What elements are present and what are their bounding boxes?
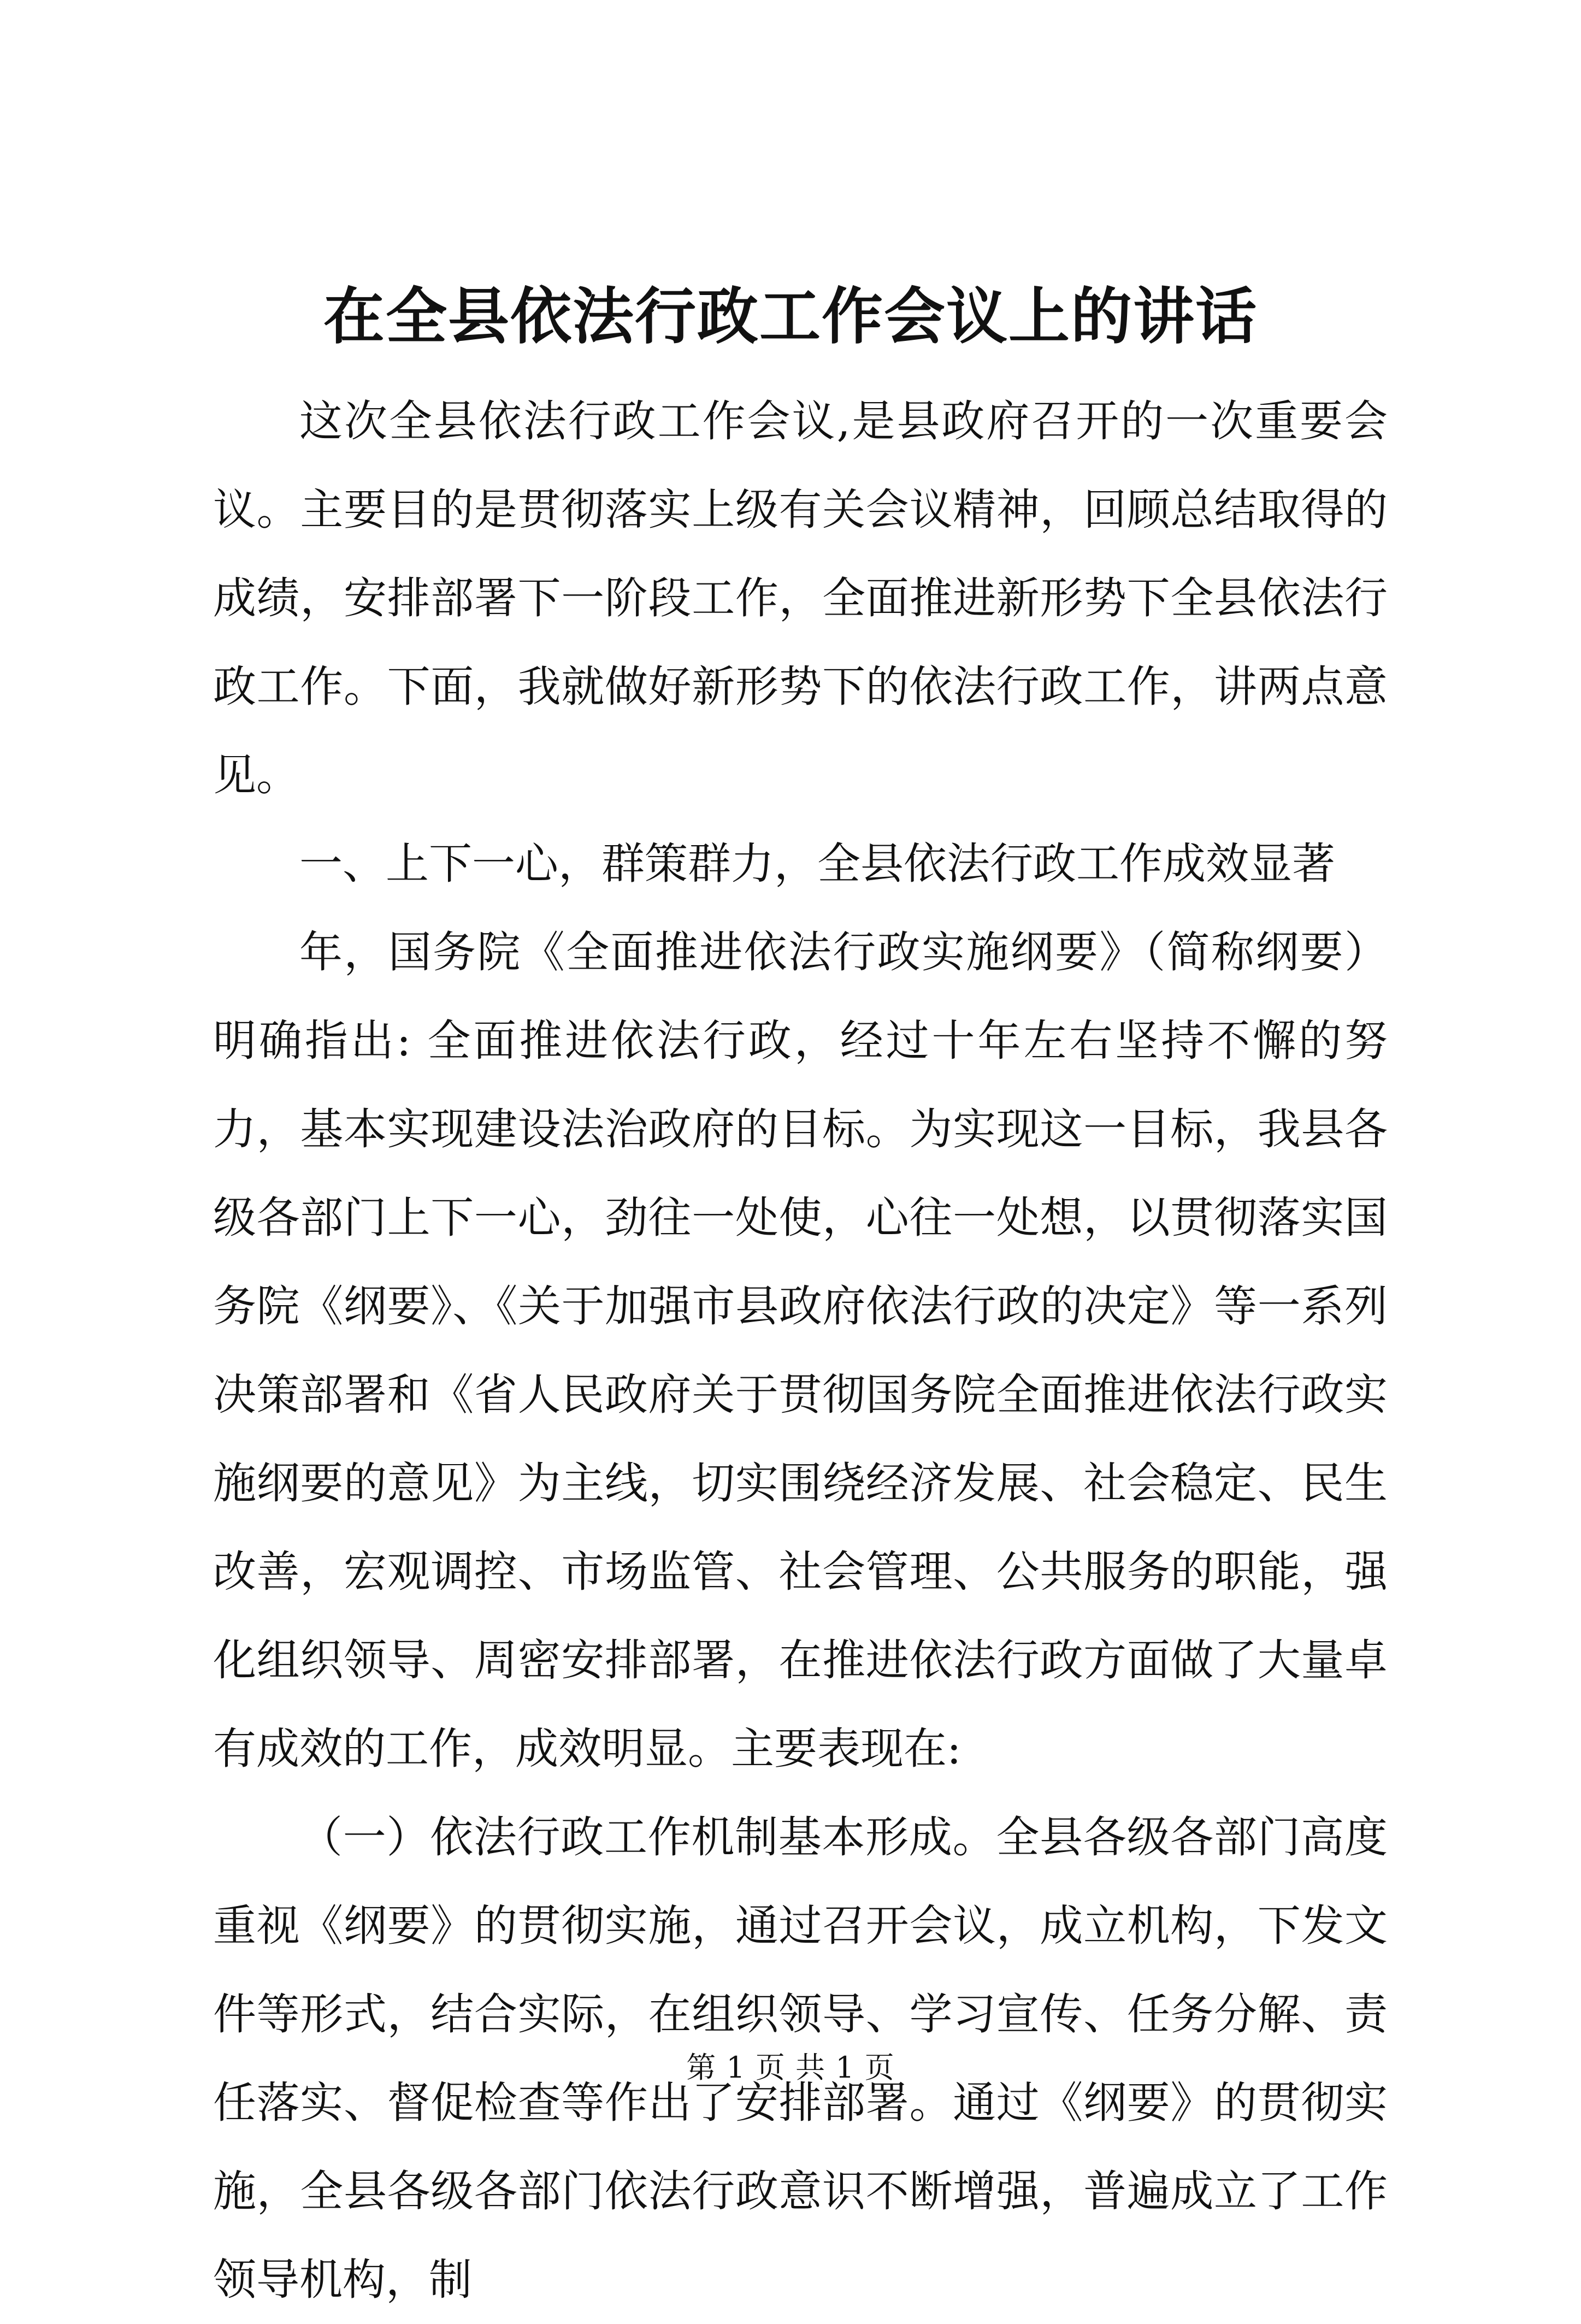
document-body xyxy=(213,377,1388,2324)
section-heading-1: 一、上下一心，群策群力，全县依法行政工作成效显著 xyxy=(299,839,1335,889)
paragraph-section-1: 年，国务院《全面推进依法行政实施纲要》（简称纲要）明确指出: 全面推进依法行政，经过十年左右坚持不懈的努力，基本实现建设法治政府的目标。为实现这一目标，我县各级各部门上下一心，劲往一处使，心往一处想，以贯彻落实国务院《纲要》、《关于加强市县政府依法行政的决定》等一系列决策部署和《省人民政府关于贯彻国务院全面推进依法行政实施纲要的意见》为主线，切实围绕经济发展、社会稳定、民生改善，宏观调控、市场监管、社会管理、公共服务的职能，强化组织领导、周密安排部署，在推进依法行政方面做了大量卓有成效的工作，成效明显。主要表现在: xyxy=(213,927,1388,1774)
paragraph-intro: 这次全县依法行政工作会议,是县政府召开的一次重要会议。主要目的是贯彻落实上级有关会议精神，回顾总结取得的成绩，安排部署下一阶段工作，全面推进新形势下全县依法行政工作。下面，我就做好新形势下的依法行政工作，讲两点意见。 xyxy=(213,396,1388,800)
paragraph-subsection-1: （一）依法行政工作机制基本形成。全县各级各部门高度重视《纲要》的贯彻实施，通过召开会议，成立机构，下发文件等形式，结合实际，在组织领导、学习宣传、任务分解、责任落实、督促检查等作出了安排部署。通过《纲要》的贯彻实施，全县各级各部门依法行政意识不断增强，普遍成立了工作领导机构，制 xyxy=(213,1812,1388,2305)
document-title: 在全县依法行政工作会议上的讲话 xyxy=(323,281,1258,352)
page-footer: 第 1 页 共 1 页 xyxy=(686,2050,895,2085)
